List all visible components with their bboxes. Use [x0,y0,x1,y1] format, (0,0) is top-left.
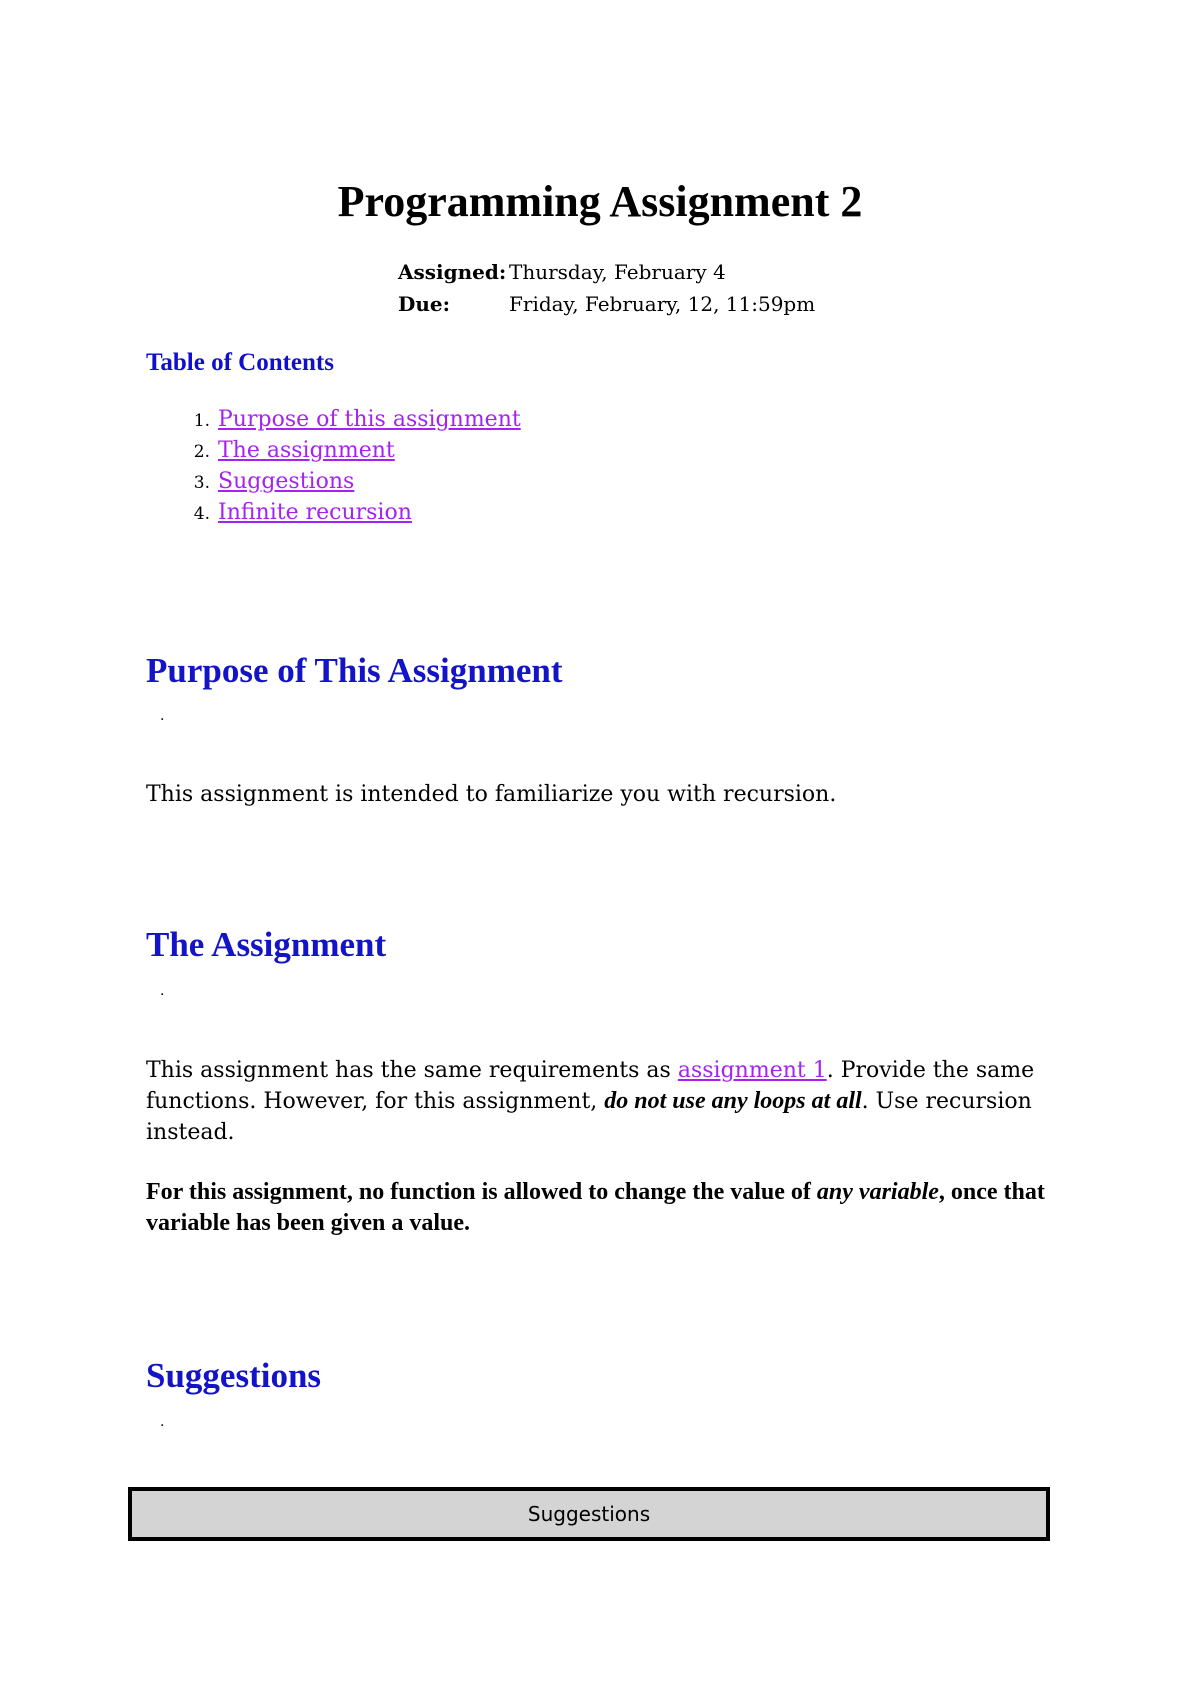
assignment-dates [398,256,815,320]
requirements-text: . Provide the same functions. However, for this assignment, [146,1058,1035,1114]
due-row [398,288,815,320]
assignment-1-link[interactable]: assignment 1 [677,1058,827,1083]
due-label: Due: [398,292,450,316]
toc-link-purpose[interactable]: Purpose of this assignment [218,407,521,432]
purpose-heading: Purpose of This Assignment [146,651,563,690]
toc-number: 4. [193,504,210,524]
toc-item-infinite-recursion [146,500,521,531]
suggestions-box[interactable]: Suggestions [128,1487,1050,1541]
assigned-value: Thursday, February 4 [509,260,726,284]
toc-link-assignment[interactable]: The assignment [218,438,395,463]
toc-heading: Table of Contents [146,349,334,376]
any-variable-emphasis: any variable [816,1179,939,1205]
toc-number: 1. [193,411,210,431]
no-loops-emphasis: do not use any loops at all [604,1088,862,1114]
immutability-text: For this assignment, no function is allowed to change the value of [146,1179,817,1205]
assigned-label: Assigned: [398,260,507,284]
toc-item-purpose [146,407,521,438]
requirements-text: . Use recursion instead. [146,1089,1032,1145]
assignment-heading: The Assignment [146,925,387,964]
immutability-paragraph [146,1177,1066,1239]
bullet-dot: · [160,987,165,1003]
toc-item-assignment [146,438,521,469]
table-of-contents [146,407,521,531]
requirements-text: This assignment has the same requirements as [146,1058,678,1083]
assignment-requirements-paragraph [146,1055,1066,1148]
immutability-text: , once that variable has been given a value. [146,1179,1045,1236]
toc-number: 3. [193,473,210,493]
toc-item-suggestions [146,469,521,500]
page-title: Programming Assignment 2 [337,177,863,226]
due-value: Friday, February, 12, 11:59pm [509,292,816,316]
bullet-dot: · [160,1418,165,1434]
bullet-dot: · [160,712,165,728]
assigned-row [398,256,815,288]
toc-number: 2. [193,442,210,462]
toc-link-suggestions[interactable]: Suggestions [218,469,355,494]
purpose-text: This assignment is intended to familiarize you with recursion. [146,782,837,807]
suggestions-heading: Suggestions [146,1356,322,1395]
toc-link-infinite-recursion[interactable]: Infinite recursion [218,500,412,525]
